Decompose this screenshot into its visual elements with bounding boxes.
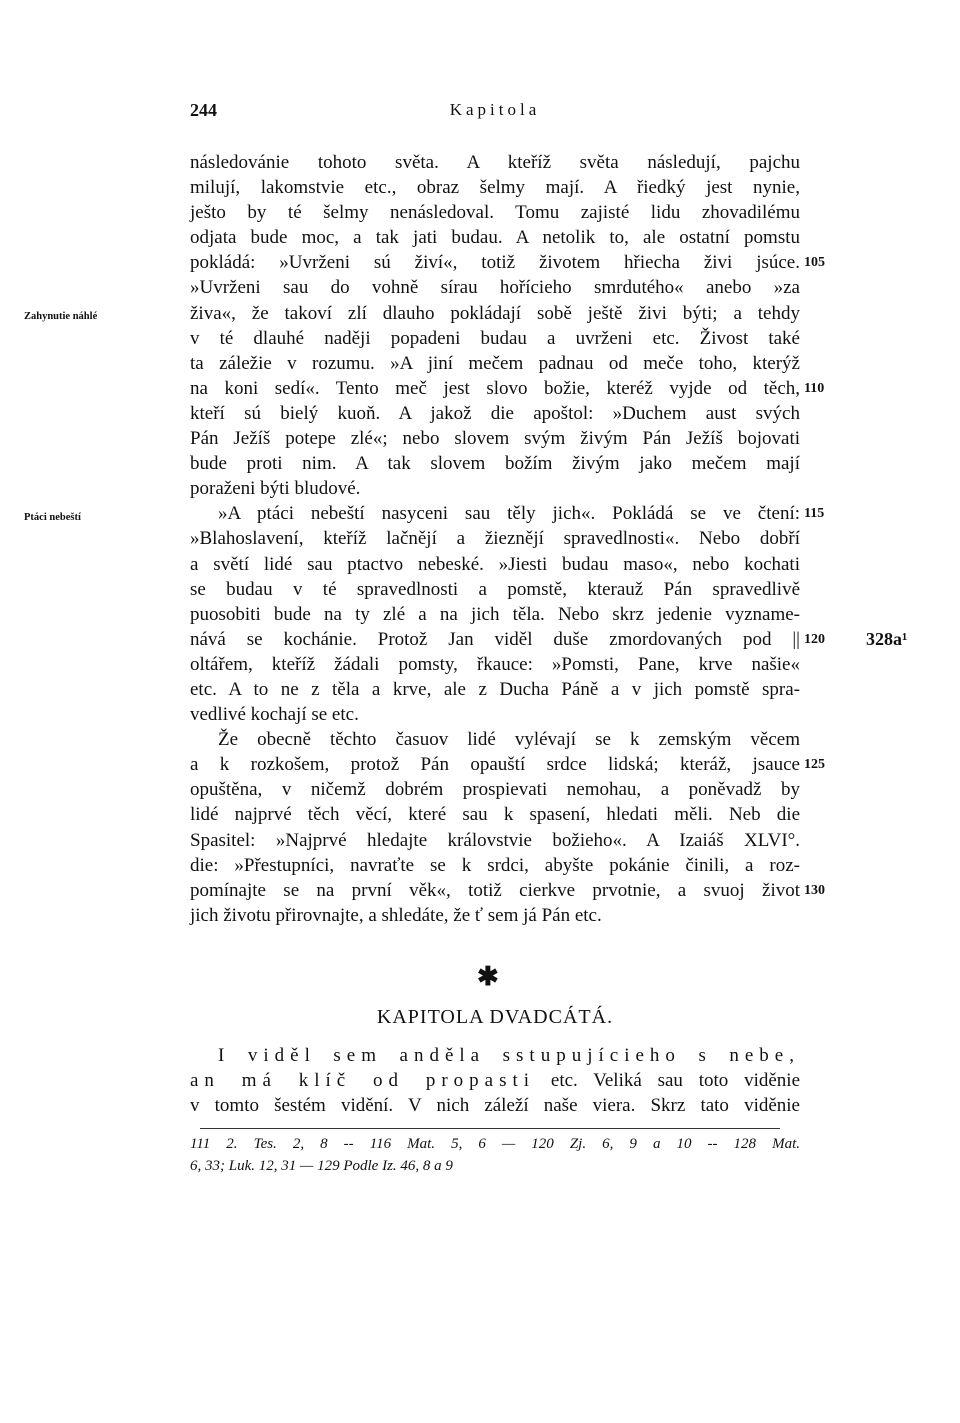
line-number: 125 [804, 757, 825, 773]
text-line [190, 351, 800, 376]
body-text [190, 150, 908, 928]
text-line [190, 1068, 800, 1093]
line-number: 110 [804, 380, 825, 396]
line-text: na koni sedí«. Tento meč jest slovo božie, kteréž vyjde od těch, [190, 377, 800, 399]
line-text: etc. A to ne z těla a krve, ale z Ducha Páně a v jich pomstě spra- [190, 678, 800, 700]
text-line [190, 326, 800, 351]
text-line [190, 275, 800, 300]
line-text: lidé najprvé těch věcí, které sau k spasení, hledati měli. Neb die [190, 804, 800, 826]
line-text: živa«, že takoví zlí dlauho pokládají sobě ještě živi býti; a tehdy [190, 302, 800, 324]
line-text: pomínajte se na první věk«, totiž cierkve prvotnie, a svuoj život [190, 879, 800, 901]
line-text: »Uvrženi sau do vohně sírau hořícieho smrdutého« anebo »za [190, 277, 800, 299]
line-text: se budau v té spravedlnosti a pomstě, kterauž Pán spravedlivě [190, 578, 800, 600]
line-text: opuštěna, v ničemž dobrém prospievati nemohau, a poněvadž by [190, 779, 800, 801]
page-number: 244 [190, 100, 217, 120]
line-text: odjata bude moc, a tak jati budau. A netolik to, ale ostatní pomstu [190, 227, 800, 249]
line-number: 105 [804, 255, 825, 271]
text-line [190, 1043, 800, 1068]
line-text: Spasitel: »Najprvé hledajte královstvie božieho«. A Izaiáš XLVI°. [190, 829, 800, 851]
text-line [190, 878, 825, 903]
line-text: nává se kochánie. Protož Jan viděl duše zmordovaných pod || [190, 628, 800, 650]
line-text: milují, lakomstvie etc., obraz šelmy mají. A řiedký jest nynie, [190, 177, 800, 199]
line-text: »A ptáci nebeští nasyceni sau těly jich«. Pokládá se ve čtení: [218, 503, 800, 525]
text-line [190, 476, 800, 501]
line-text: Pán Ježíš potepe zlé«; nebo slovem svým živým Pán Ježíš bojovati [190, 428, 800, 450]
text-line [190, 853, 800, 878]
page-header [190, 100, 800, 130]
text-line [190, 426, 800, 451]
margin-note: Ptáci nebeští [24, 512, 81, 523]
text-line [190, 150, 800, 175]
footnote-line [190, 1133, 800, 1155]
text-line [190, 802, 800, 827]
text-line [190, 602, 800, 627]
text-line [190, 200, 800, 225]
line-text: poraženi býti bludové. [190, 478, 361, 500]
margin-note: Zahynutie náhlé [24, 311, 98, 322]
line-text: kteří sú bielý kuoň. A jakož die apoštol: »Duchem aust svých [190, 402, 800, 424]
text-line [190, 577, 800, 602]
section-separator-asterisk: ✱ [477, 962, 499, 991]
text-line [190, 652, 800, 677]
text-line [190, 526, 800, 551]
folio-marker: 328a¹ [866, 628, 908, 649]
line-text: I viděl sem anděla sstupujícieho s nebe, [218, 1045, 800, 1066]
spaced-text: an má klíč od propasti [190, 1070, 536, 1092]
line-text: následovánie tohoto světa. A kteříž světa následují, pajchu [190, 152, 800, 173]
line-text: Že obecně těchto časuov lidé vylévají se k zemským věcem [218, 729, 800, 751]
text-line [190, 677, 800, 702]
line-text: v tomto šestém vidění. V nich záleží naše viera. Skrz tato viděnie [190, 1095, 800, 1117]
line-number: 130 [804, 882, 825, 898]
line-text: ješto by té šelmy nenásledoval. Tomu zajisté lidu zhovadilému [190, 202, 800, 224]
text-line [190, 301, 800, 326]
line-text: bude proti nim. A tak slovem božím živým jako mečem mají [190, 453, 800, 475]
text-line [190, 1093, 800, 1118]
line-text: puosobiti bude na ty zlé a na jich těla. Nebo skrz jedenie vyzname- [190, 603, 800, 625]
text-line [190, 777, 800, 802]
text-line [190, 451, 800, 476]
text-line [190, 250, 825, 275]
text-line [190, 903, 800, 928]
chapter-heading: KAPITOLA DVADCÁTÁ. [376, 1006, 614, 1028]
line-number: 115 [804, 506, 825, 522]
line-text: a k rozkošem, protož Pán opauští srdce lidská; kteráž, jsauce [190, 754, 800, 776]
text-line [190, 175, 800, 200]
line-text: vedlivé kochají se etc. [190, 704, 359, 726]
footnote-line [190, 1155, 800, 1177]
footnote-text: 6, 33; Luk. 12, 31 — 129 Podle Iz. 46, 8 a 9 [190, 1158, 453, 1174]
line-text: oltářem, kteříž žádali pomsty, řkauce: »Pomsti, Pane, krve našie« [190, 653, 800, 675]
text-line [190, 702, 800, 727]
text-line [190, 752, 825, 777]
footnote-rule [200, 1128, 780, 1129]
line-number: 120 [804, 631, 825, 647]
text-line [190, 225, 800, 250]
text-line [190, 376, 825, 401]
chapter-text [190, 1043, 800, 1118]
line-text: ta záležie v rozumu. »A jiní mečem padnau od meče toho, kterýž [190, 352, 800, 374]
line-text: jich životu přirovnajte, a shledáte, že ť sem já Pán etc. [190, 904, 602, 926]
line-text: die: »Přestupníci, navraťte se k srdci, abyšte pokánie činili, a roz- [190, 854, 800, 876]
text-line [190, 501, 825, 526]
text-line [190, 828, 800, 853]
footnotes [190, 1133, 800, 1177]
line-text: »Blahoslavení, kteříž lačnějí a žieznějí spravedlnosti«. Nebo dobří [190, 528, 800, 550]
line-text: a světí lidé sau ptactvo nebeské. »Jiesti budau maso«, nebo kochati [190, 553, 800, 575]
running-title: Kapitola [449, 100, 541, 119]
text-line [190, 627, 908, 652]
line-text: v té dlauhé naději popadeni budau a uvrženi etc. Živost také [190, 327, 800, 349]
text-line [190, 727, 800, 752]
line-text: pokládá: »Uvrženi sú živí«, totiž životem hřiecha živi jsúce. [190, 252, 800, 274]
text-line [190, 401, 800, 426]
text-line [190, 552, 800, 577]
line-text: etc. Veliká sau toto viděnie [535, 1070, 800, 1092]
footnote-text: 111 2. Tes. 2, 8 -- 116 Mat. 5, 6 — 120 Zj. 6, 9 a 10 -- 128 Mat. [190, 1136, 800, 1152]
